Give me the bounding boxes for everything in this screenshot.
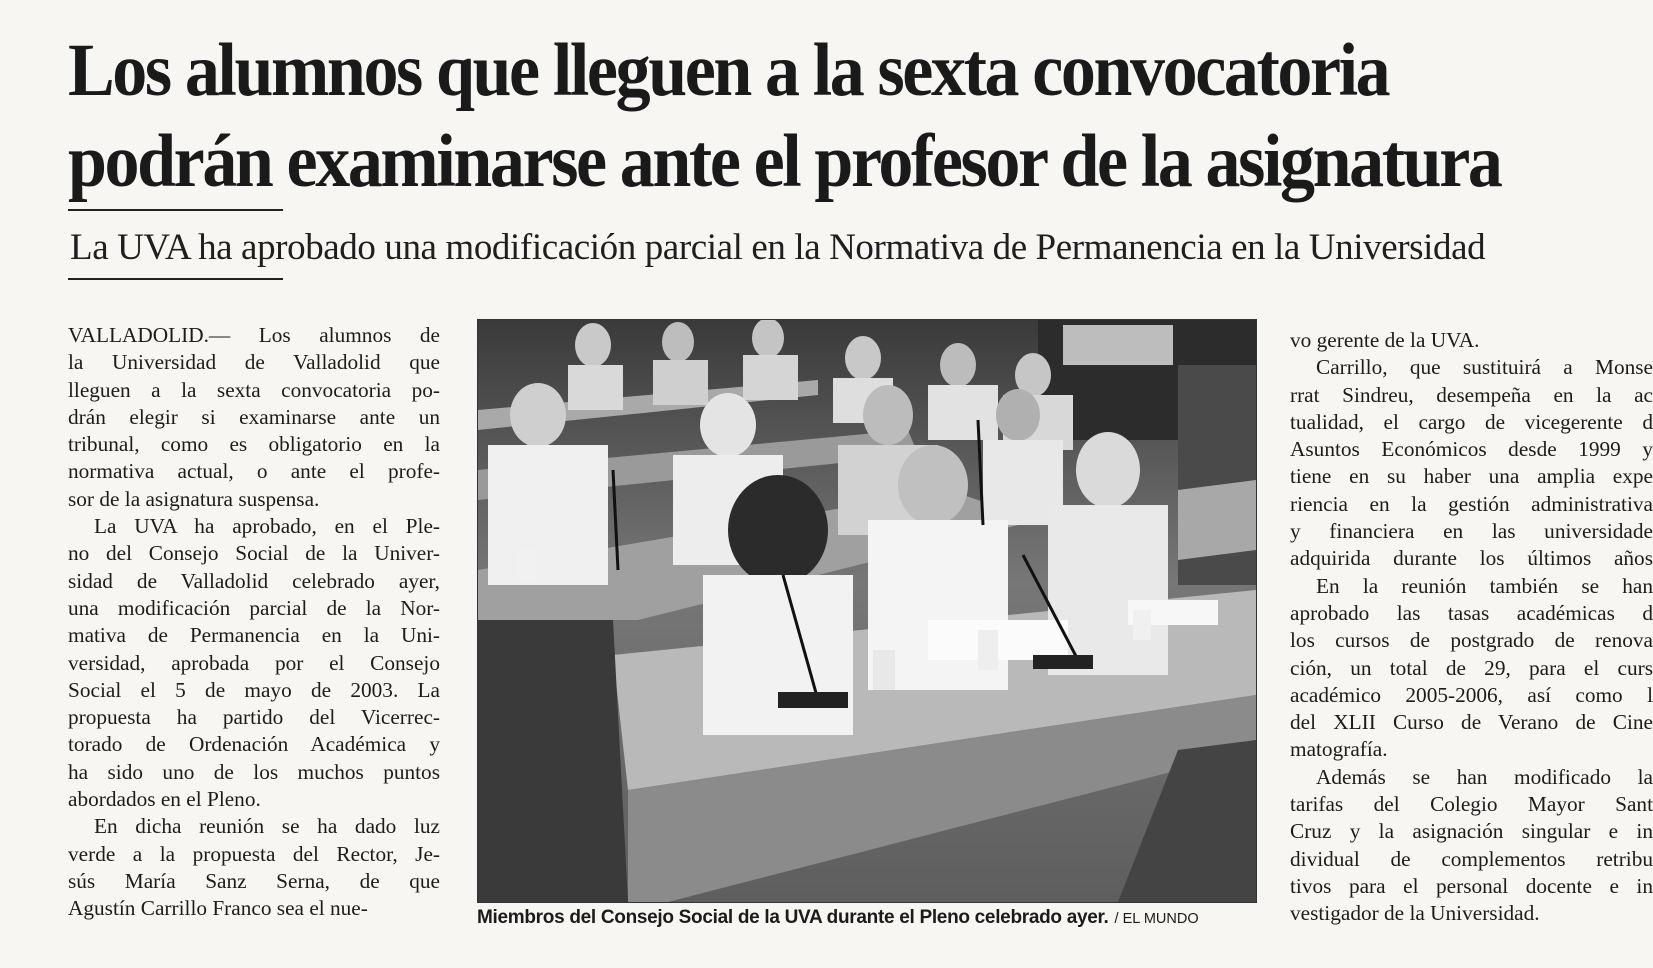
article-line: sidad de Valladolid celebrado ayer, — [68, 568, 440, 593]
caption-text: Miembros del Consejo Social de la UVA durante el Pleno celebrado ayer. — [477, 907, 1109, 928]
article-line: adquirida durante los últimos años — [1290, 546, 1653, 571]
article-line: aprobado las tasas académicas d — [1290, 600, 1653, 625]
article-line: Asuntos Económicos desde 1999 y — [1290, 437, 1653, 462]
photo-caption — [477, 907, 1199, 929]
headline-line-1: Los alumnos que lleguen a la sexta convocatoria — [68, 29, 1389, 113]
article-line: En dicha reunión se ha dado luz — [94, 814, 440, 839]
article-column-1 — [68, 322, 440, 923]
headline — [68, 26, 1500, 207]
headline-rule — [68, 209, 283, 211]
article-line: tribunal, como es obligatorio en la — [68, 432, 440, 457]
article-line: En la reunión también se han — [1316, 573, 1653, 598]
article-line: Social el 5 de mayo de 2003. La — [68, 677, 440, 702]
subheadline-rule — [68, 278, 283, 280]
article-line: Carrillo, que sustituirá a Monse — [1316, 355, 1653, 380]
article-line: La UVA ha aprobado, en el Ple- — [94, 514, 440, 539]
article-line: propuesta ha partido del Vicerrec- — [68, 705, 440, 730]
article-line: verde a la propuesta del Rector, Je- — [68, 841, 440, 866]
caption-credit: / EL MUNDO — [1114, 911, 1199, 927]
article-line: y financiera en las universidade — [1290, 519, 1653, 544]
article-line: una modificación parcial de la Nor- — [68, 595, 440, 620]
article-line: sor de la asignatura suspensa. — [68, 486, 320, 511]
article-line: abordados en el Pleno. — [68, 787, 261, 812]
meeting-photo-illustration — [478, 320, 1256, 902]
article-line: sús María Sanz Serna, de que — [68, 868, 440, 893]
meeting-photo — [477, 319, 1257, 903]
article-line: tualidad, el cargo de vicegerente d — [1290, 409, 1653, 434]
article-line: versidad, aprobada por el Consejo — [68, 650, 440, 675]
article-line: tarifas del Colegio Mayor Sant — [1290, 792, 1653, 817]
headline-line-2: podrán examinarse ante el profesor de la asignatura — [68, 119, 1501, 204]
article-line: dividual de complementos retribu — [1290, 846, 1653, 871]
article-line: vo gerente de la UVA. — [1290, 328, 1480, 352]
subheadline: La UVA ha aprobado una modificación parcial en la Normativa de Permanencia en la Universidad — [70, 227, 1486, 268]
article-line: la Universidad de Valladolid que — [68, 350, 440, 375]
article-line: no del Consejo Social de la Univer- — [68, 541, 440, 566]
article-line: Cruz y la asignación singular e in — [1290, 819, 1653, 844]
article-column-3 — [1290, 327, 1653, 928]
article-line: matografía. — [1290, 737, 1388, 762]
article-line: los cursos de postgrado de renova — [1290, 628, 1653, 653]
article-line: ción, un total de 29, para el curs — [1290, 655, 1653, 680]
article-line: del XLII Curso de Verano de Cine — [1290, 710, 1653, 735]
article-line: Además se han modificado la — [1316, 764, 1653, 789]
article-line: mativa de Permanencia en la Uni- — [68, 623, 440, 648]
article-line: tiene en su haber una amplia expe — [1290, 464, 1653, 489]
article-line: torado de Ordenación Académica y — [68, 732, 440, 757]
article-line: riencia en la gestión administrativa — [1290, 491, 1653, 516]
article-line: tivos para el personal docente e in — [1290, 873, 1653, 898]
article-line: ha sido uno de los muchos puntos — [68, 759, 440, 784]
article-line: académico 2005-2006, así como l — [1290, 682, 1653, 707]
article-line: Agustín Carrillo Franco sea el nue- — [68, 896, 368, 921]
article-line: vestigador de la Universidad. — [1290, 901, 1540, 926]
article-line: normativa actual, o ante el profe- — [68, 459, 440, 484]
article-line: lleguen a la sexta convocatoria po- — [68, 377, 440, 402]
article-line: drán elegir si examinarse ante un — [68, 404, 440, 429]
article-line: rrat Sindreu, desempeña en la ac — [1290, 382, 1653, 407]
article-line: VALLADOLID.— Los alumnos de — [68, 323, 440, 347]
